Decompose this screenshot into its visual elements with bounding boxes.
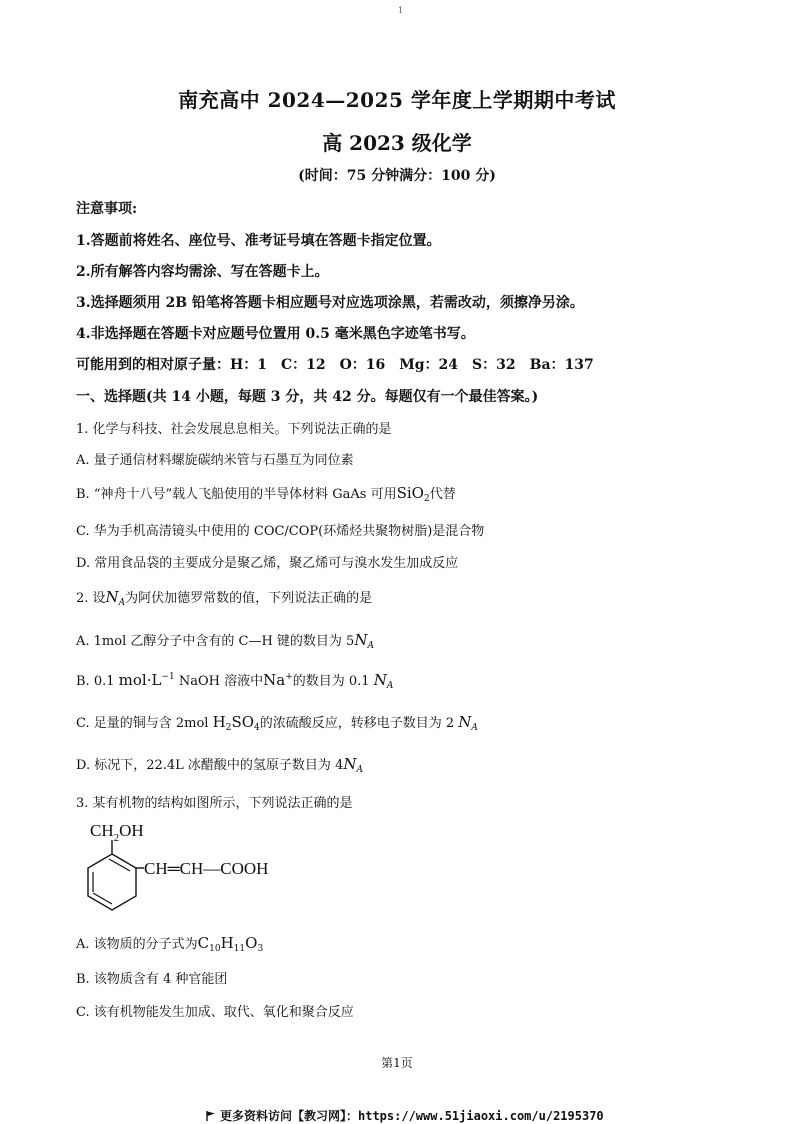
question-3-stem: 3. 某有机物的结构如图所示，下列说法正确的是 xyxy=(76,796,353,811)
time-note: (时间：75 分钟满分：100 分) xyxy=(298,168,496,184)
ion: Na+ xyxy=(263,671,293,689)
exam-title: 南充高中 2024—2025 学年度上学期期中考试 xyxy=(178,88,616,112)
footer-link[interactable] xyxy=(206,1107,604,1124)
question-1-option-c: C. 华为手机高清镜头中使用的 COC/COP(环烯烃共聚物树脂)是混合物 xyxy=(76,524,485,539)
formula: $H_2SO_4$ xyxy=(212,713,260,733)
notice-item: 1.答题前将姓名、座位号、准考证号填在答题卡指定位置。 xyxy=(76,233,441,249)
avogadro-symbol: $N_A$ xyxy=(354,631,374,651)
page-number: 第1页 xyxy=(381,1056,413,1070)
question-2-option-b: B. 0.1 $mol\cdot L^{-1}$ NaOH 溶液中Na+的数目为 0.1 $N_A$ xyxy=(76,671,394,691)
notice-heading: 注意事项: xyxy=(76,201,138,217)
question-1-stem: 1. 化学与科技、社会发展息息相关。下列说法正确的是 xyxy=(76,422,392,437)
question-3-option-b: B. 该物质含有 4 种官能团 xyxy=(76,972,228,987)
question-2-option-c: C. 足量的铜与含 2mol $H_2SO_4$的浓硫酸反应，转移电子数目为 2 $N_A$ xyxy=(76,713,478,733)
ring-double-bond xyxy=(109,859,130,871)
question-1-option-d: D. 常用食品袋的主要成分是聚乙烯，聚乙烯可与溴水发生加成反应 xyxy=(76,556,459,571)
question-3-option-c: C. 该有机物能发生加成、取代、氧化和聚合反应 xyxy=(76,1005,354,1020)
option-text: B. “神舟十八号”载人飞船使用的半导体材料 GaAs 可用 xyxy=(76,487,397,502)
exam-subtitle: 高 2023 级化学 xyxy=(322,131,472,155)
ch2oh-label: $CH_2OH$ xyxy=(90,821,144,844)
question-2-option-a: A. 1mol 乙醇分子中含有的 C—H 键的数目为 $5N_A$ xyxy=(76,631,374,651)
question-3-option-a: A. 该物质的分子式为$C_{10}H_{11}O_3$ xyxy=(76,934,264,954)
top-mark: 1 xyxy=(398,6,404,15)
avogadro-symbol: $N_A$ xyxy=(105,588,126,608)
footer-text: 更多资料访问【教习网】：https://www.51jiaoxi.com/u/2195370 xyxy=(220,1109,604,1123)
question-2-stem: 2. 设$N_A$为阿伏加德罗常数的值，下列说法正确的是 xyxy=(76,588,373,608)
notice-item: 2.所有解答内容均需涂、写在答题卡上。 xyxy=(76,264,329,280)
notice-item: 3.选择题须用 2B 铅笔将答题卡相应题号对应选项涂黑，若需改动，须擦净另涂。 xyxy=(76,295,584,311)
notice-item: 4.非选择题在答题卡对应题号位置用 0.5 毫米黑色字迹笔书写。 xyxy=(76,326,475,342)
atomic-masses: 可能用到的相对原子量：H：1 C：12 O：16 Mg：24 S：32 Ba：137 xyxy=(76,357,594,373)
formula: SiO$_2$ xyxy=(396,484,430,504)
avogadro-symbol: $N_A$ xyxy=(458,713,478,733)
avogadro-symbol: $N_A$ xyxy=(373,671,394,691)
ring-double-bond xyxy=(93,893,112,904)
avogadro-symbol: $N_A$ xyxy=(343,755,363,775)
option-text: 代替 xyxy=(429,487,456,502)
unit: $mol\cdot L^{-1}$ xyxy=(118,671,175,689)
question-1-option-a: A. 量子通信材料螺旋碳纳米管与石墨互为同位素 xyxy=(76,453,354,468)
flag-icon xyxy=(206,1111,216,1121)
molecular-formula: $C_{10}H_{11}O_3$ xyxy=(197,934,264,954)
structure-diagram xyxy=(76,816,316,924)
side-chain-label: CH═CH—COOH xyxy=(144,859,269,878)
section-heading: 一、选择题(共 14 小题，每题 3 分，共 42 分。每题仅有一个最佳答案。) xyxy=(76,389,539,405)
question-1-option-b xyxy=(76,483,456,504)
question-2-option-d: D. 标况下，22.4L 冰醋酸中的氢原子数目为 $4N_A$ xyxy=(76,755,363,775)
benzene-ring xyxy=(88,854,136,910)
